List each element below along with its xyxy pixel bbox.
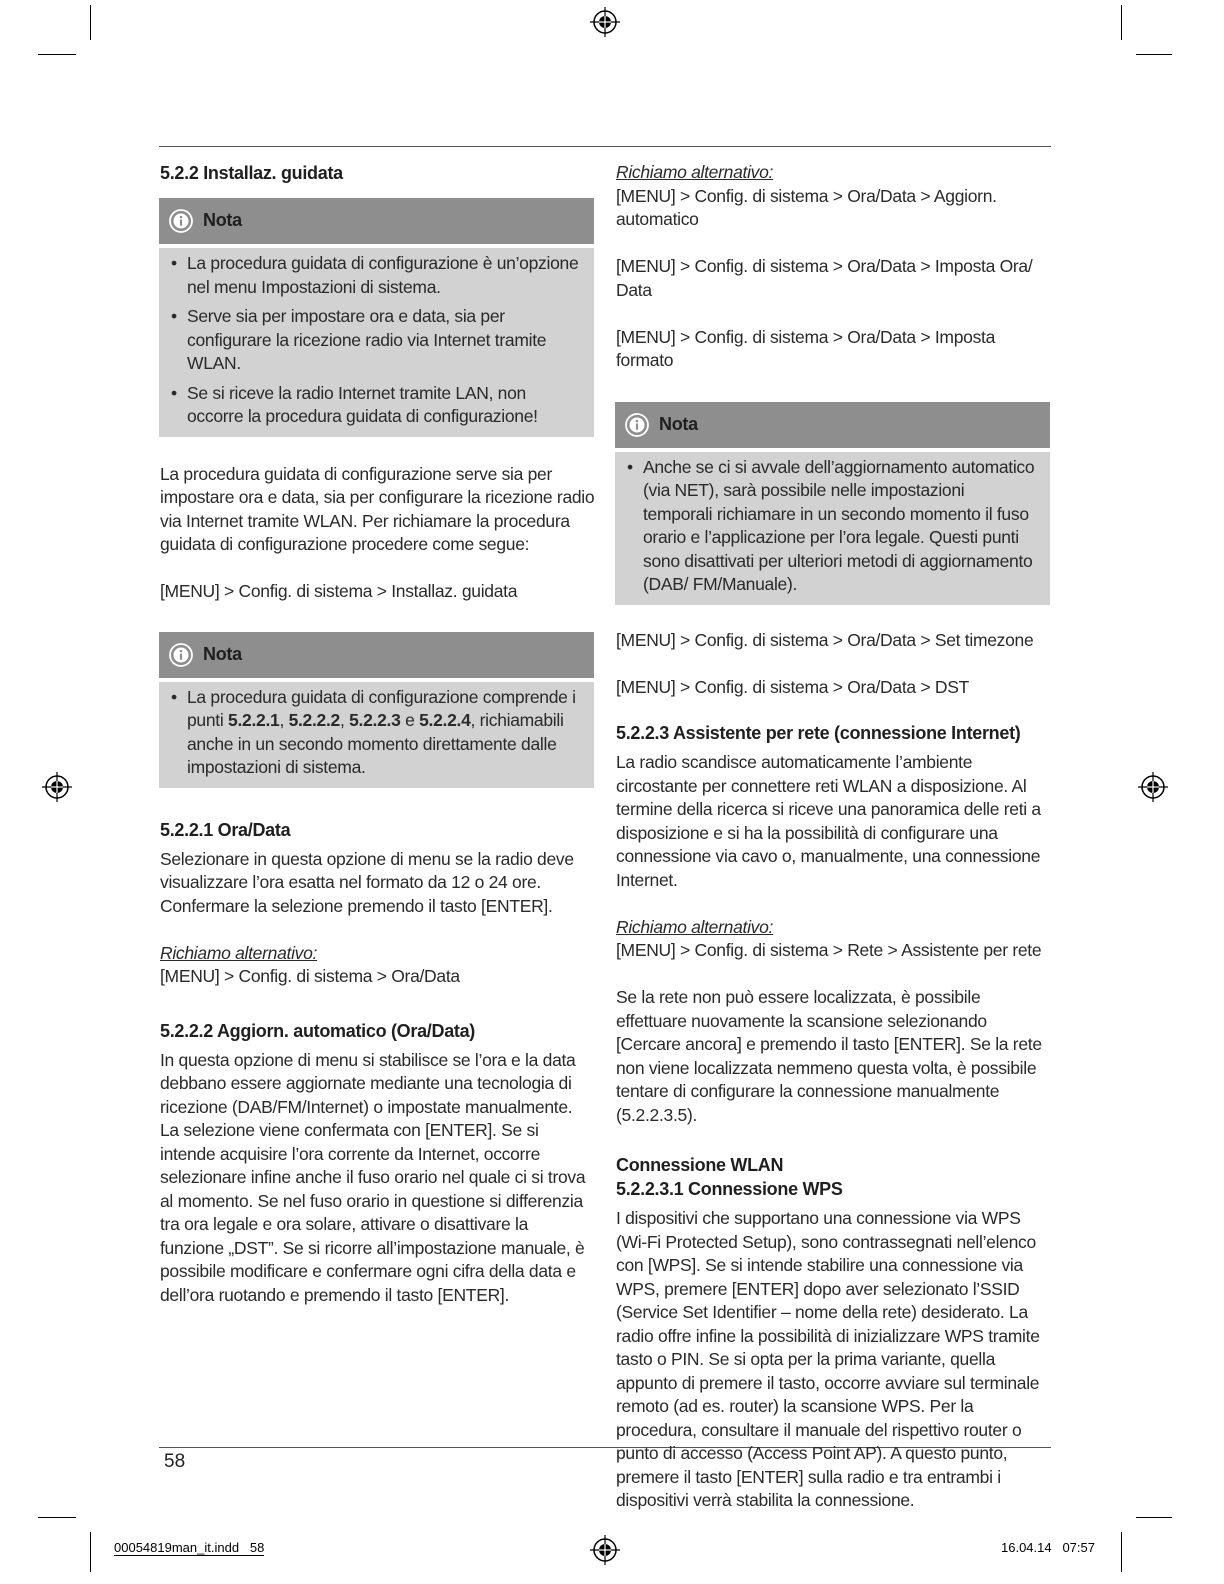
paragraph: La radio scandisce automaticamente l’ambiente circostante per connettere reti WLAN a disposizione. Al termine della ricerca si riceve una panoramica delle reti a disposizione e si ha la possibilità di configurare una connessione via cavo o, manualmente, una connessione Internet.	[616, 752, 1041, 890]
menu-path: [MENU] > Config. di sistema > Ora/Data > DST	[616, 676, 969, 697]
crop-mark	[1136, 54, 1172, 55]
info-icon	[169, 209, 193, 233]
note-title: Nota	[659, 413, 698, 434]
paragraph: La procedura guidata di configurazione serve sia per impostare ora e data, sia per configurare la ricezione radio via Internet tramite WLAN. Per richiamare la procedura guidata di configurazione procedere come segue:	[160, 463, 595, 554]
separator: ,	[339, 710, 350, 730]
crop-mark	[1136, 1517, 1172, 1518]
paragraph: In questa opzione di menu si stabilisce se l’ora e la data debbano essere aggiornate mediante una tecnologia di ricezione (DAB/FM/Internet) o impostate manualmente. La selezione viene confermata con [ENTER]. Se si intende acquisire l’ora corrente da Internet, occorre selezionare infine anche il fuso orario nel quale ci si trova al momento. Se nel fuso orario in questione si differenzia tra ora legale e ora solare, attivare o disattivare la funzione „DST”. Se si ricorre all’impostazione manuale, è possibile modificare e confermare ogni cifra della data e dell’ora ruotando e premendo il tasto [ENTER].	[160, 1049, 586, 1305]
note-header	[159, 632, 594, 678]
note-header	[159, 198, 594, 244]
section-heading: Connessione WLAN	[616, 1155, 784, 1175]
crop-mark	[90, 1532, 91, 1572]
alt-label: Richiamo alternativo:	[616, 916, 774, 937]
info-icon	[169, 643, 193, 667]
section-heading: 5.2.2 Installaz. guidata	[160, 163, 343, 183]
registration-mark-icon	[42, 772, 72, 802]
right-column	[616, 161, 1051, 1513]
crop-mark	[38, 1517, 76, 1518]
note-item: • Se si riceve la radio Internet tramite LAN, non occorre la procedura guidata di configurazione!	[171, 382, 582, 429]
note-box	[160, 632, 595, 788]
section-ref: 5.2.2.1	[228, 710, 280, 730]
note-item: • Serve sia per impostare ora e data, sia per configurare la ricezione radio via Internet tramite WLAN.	[171, 305, 582, 376]
note-box	[616, 402, 1051, 605]
crop-mark	[1121, 5, 1122, 40]
section-heading: 5.2.2.3 Assistente per rete (connessione Internet)	[616, 723, 1021, 743]
page-number: 58	[164, 1451, 186, 1472]
paragraph: Se la rete non può essere localizzata, è possibile effettuare nuovamente la scansione selezionando [Cercare ancora] e premendo il tasto [ENTER]. Se la rete non viene localizzata nemmeno questa volta, è possibile tentare di configurare la connessione manualmente (5.2.2.3.5).	[616, 987, 1042, 1125]
separator: e	[400, 710, 420, 730]
separator: ,	[279, 710, 289, 730]
menu-path: [MENU] > Config. di sistema > Installaz. guidata	[160, 581, 518, 601]
registration-mark-icon	[1138, 772, 1168, 802]
paragraph: Selezionare in questa opzione di menu se la radio deve visualizzare l’ora esatta nel formato da 12 o 24 ore. Confermare la selezione premendo il tasto [ENTER].	[160, 848, 574, 916]
note-title: Nota	[203, 643, 242, 664]
section-ref: 5.2.2.4	[419, 710, 471, 730]
crop-mark	[1121, 1532, 1122, 1572]
paragraph: I dispositivi che supportano una connessione via WPS (Wi-Fi Protected Setup), sono contrassegnati nell’elenco con [WPS]. Se si intende stabilire una connessione via WPS, premere [ENTER] dopo aver selezionato l’SSID (Service Set Identifier – nome della rete) desiderato. La radio offre infine la possibilità di inizializzare WPS tramite tasto o PIN. Se si opta per la prima variante, quella appunto di premere il tasto, occorre avviare sul terminale remoto (ad es. router) la scansione WPS. Per la procedura, consultare il manuale del rispettivo router o punto di accesso (Access Point AP). A questo punto, premere il tasto [ENTER] sulla radio e tra entrambi i dispositivi verrà stabilita la connessione.	[616, 1208, 1040, 1510]
note-item: • Anche se ci si avvale dell’aggiornamento automatico (via NET), sarà possibile nelle impostazioni temporali richiamare in un secondo momento il fuso orario e l’applicazione per l’ora legale. Questi punti sono disattivati per ulteriori metodi di aggiornamento (DAB/ FM/Manuale).	[627, 456, 1038, 597]
note-body	[615, 452, 1050, 605]
note-title: Nota	[203, 210, 242, 231]
date-slug: 16.04.14 07:57	[1001, 1540, 1095, 1555]
menu-path: [MENU] > Config. di sistema > Ora/Data > Aggiorn. automatico	[616, 185, 997, 229]
note-header	[615, 402, 1050, 448]
section-ref: 5.2.2.3	[349, 710, 401, 730]
menu-path: [MENU] > Config. di sistema > Rete > Assistente per rete	[616, 940, 1042, 960]
note-item	[171, 686, 582, 780]
crop-mark	[90, 5, 91, 40]
crop-mark	[38, 54, 76, 55]
note-body	[159, 682, 594, 788]
note-item: • La procedura guidata di configurazione è un’opzione nel menu Impostazioni di sistema.	[171, 252, 582, 299]
file-slug: 00054819man_it.indd 58	[114, 1540, 265, 1555]
alt-label: Richiamo alternativo:	[160, 942, 318, 963]
left-column	[160, 161, 595, 1307]
note-box	[160, 198, 595, 437]
menu-path: [MENU] > Config. di sistema > Ora/Data	[160, 966, 460, 986]
section-heading: 5.2.2.2 Aggiorn. automatico (Ora/Data)	[160, 1020, 475, 1041]
top-rule	[159, 146, 1051, 147]
registration-mark-icon	[590, 1535, 620, 1565]
alt-label: Richiamo alternativo:	[616, 162, 774, 182]
info-icon	[625, 413, 649, 437]
note-text: , richiamabili anche in un secondo momento direttamente dalle impostazioni di sistema.	[187, 710, 564, 777]
registration-mark-icon	[590, 7, 620, 37]
section-heading: 5.2.2.3.1 Connessione WPS	[616, 1179, 843, 1199]
section-ref: 5.2.2.2	[288, 710, 340, 730]
note-body	[159, 248, 594, 437]
section-heading: 5.2.2.1 Ora/Data	[160, 819, 291, 840]
menu-path: [MENU] > Config. di sistema > Ora/Data > Imposta formato	[616, 326, 996, 370]
note-text: La procedura guidata di configurazione comprende i punti	[187, 686, 576, 730]
menu-path: [MENU] > Config. di sistema > Ora/Data > Imposta Ora/ Data	[616, 256, 1033, 300]
menu-path: [MENU] > Config. di sistema > Ora/Data > Set timezone	[616, 629, 1034, 650]
